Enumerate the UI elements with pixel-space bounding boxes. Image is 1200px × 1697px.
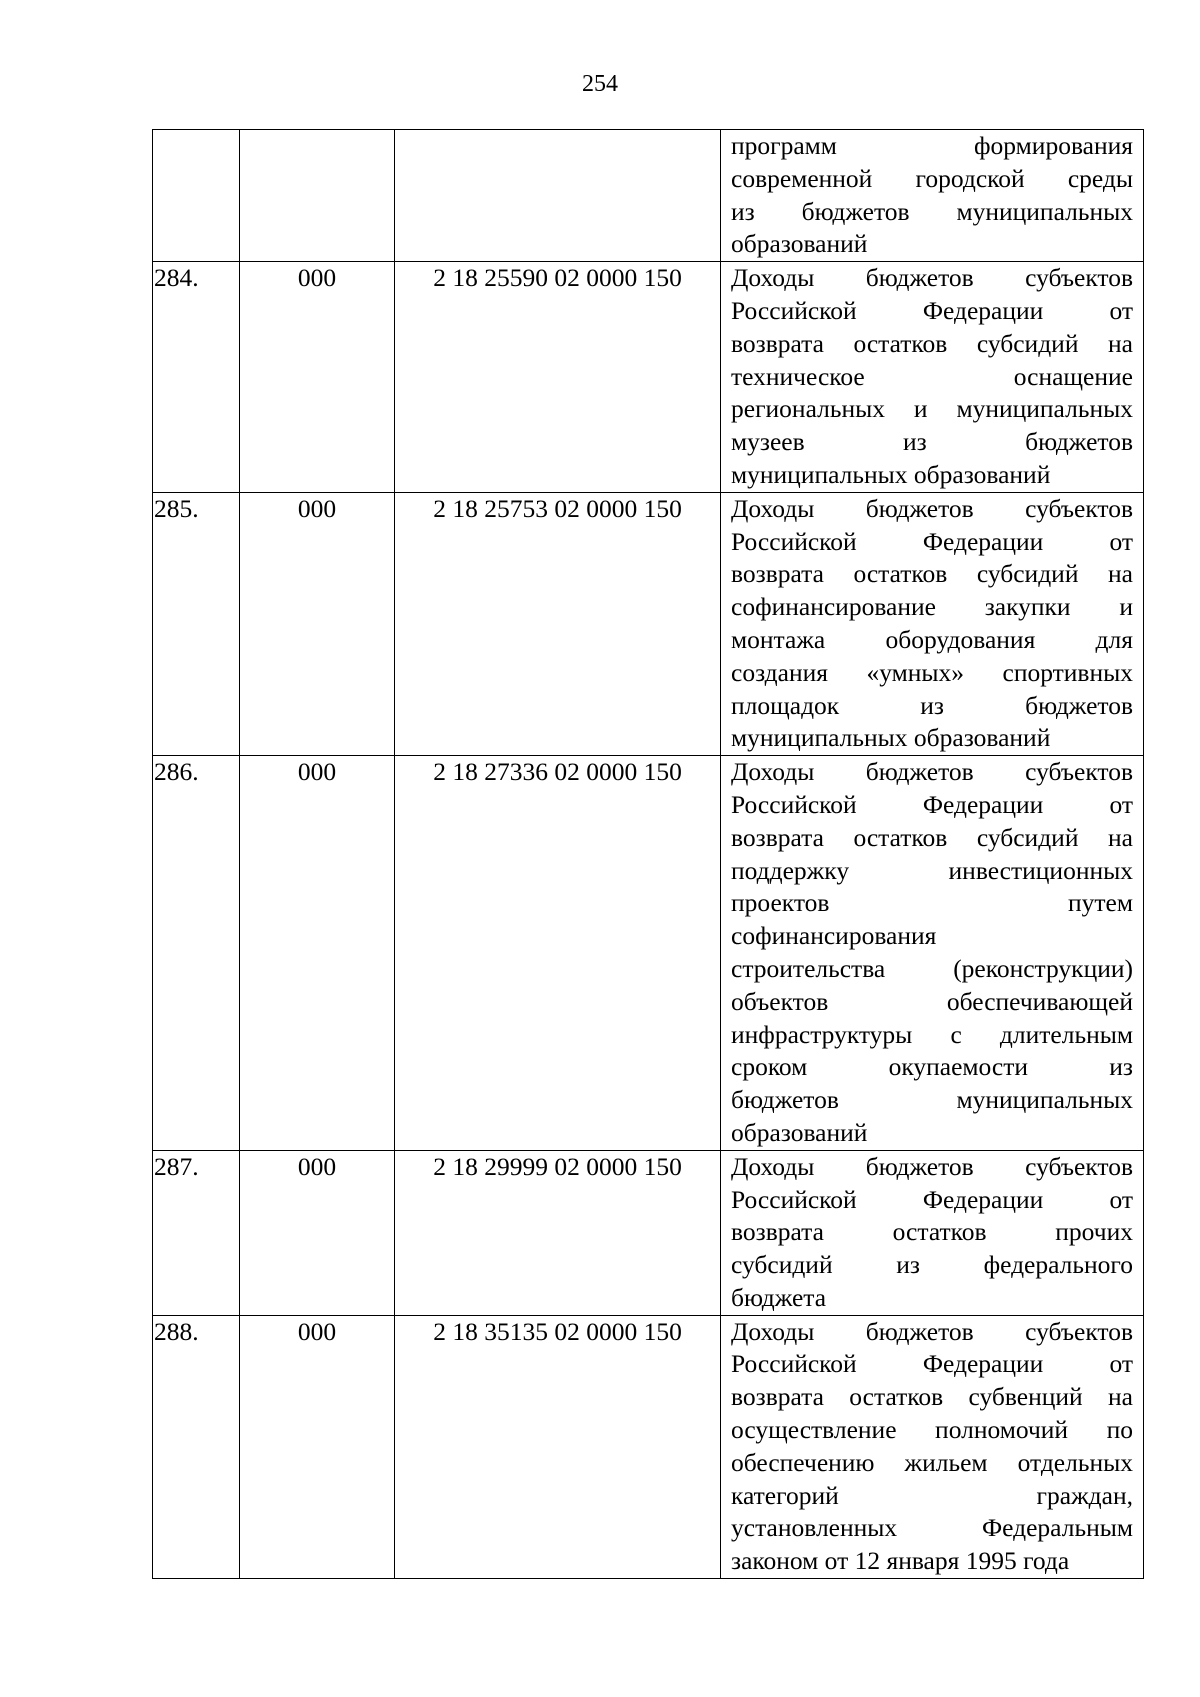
budget-classification-code-cell: 2 18 29999 02 0000 150 — [395, 1150, 721, 1315]
row-number-cell — [153, 130, 240, 262]
row-number-cell: 288. — [153, 1315, 240, 1578]
budget-classification-code-cell: 2 18 25753 02 0000 150 — [395, 492, 721, 755]
income-description-cell — [721, 1315, 1144, 1578]
description-line: возврата остатков субсидий на — [731, 328, 1133, 358]
description-line: площадок из бюджетов — [731, 690, 1133, 720]
description-line: возврата остатков субвенций на — [731, 1382, 1133, 1412]
table-row — [153, 492, 1144, 755]
description-line: возврата остатков субсидий на — [731, 822, 1133, 852]
description-line: софинансирование закупки и — [731, 592, 1133, 622]
description-line: софинансирования — [731, 921, 937, 951]
income-description-cell — [721, 756, 1144, 1151]
administrator-code-cell: 000 — [240, 262, 395, 493]
budget-classification-code-cell — [395, 130, 721, 262]
description-line: из бюджетов муниципальных — [731, 196, 1133, 226]
description-line: осуществление полномочий по — [731, 1415, 1133, 1445]
description-line: поддержку инвестиционных — [731, 855, 1133, 885]
description-line: техническое оснащение — [731, 361, 1133, 391]
administrator-code-cell: 000 — [240, 492, 395, 755]
description-line: Доходы бюджетов субъектов — [731, 1151, 1133, 1181]
description-line: Российской Федерации от — [731, 526, 1133, 556]
description-line: образований — [731, 1117, 868, 1147]
description-line: инфраструктуры с длительным — [731, 1019, 1133, 1049]
description-line: объектов обеспечивающей — [731, 986, 1133, 1016]
description-line: современной городской среды — [731, 163, 1133, 193]
description-line: Доходы бюджетов субъектов — [731, 1316, 1133, 1346]
budget-classification-code-cell: 2 18 25590 02 0000 150 — [395, 262, 721, 493]
description-line: муниципальных образований — [731, 723, 1051, 753]
table-body — [153, 130, 1144, 1579]
budget-codes-table — [152, 129, 1144, 1579]
income-description-cell — [721, 492, 1144, 755]
row-number-cell: 286. — [153, 756, 240, 1151]
description-line: музеев из бюджетов — [731, 427, 1133, 457]
table-row — [153, 262, 1144, 493]
description-line: образований — [731, 229, 868, 259]
table-row — [153, 130, 1144, 262]
administrator-code-cell: 000 — [240, 756, 395, 1151]
income-description-cell — [721, 130, 1144, 262]
table-row — [153, 1315, 1144, 1578]
description-line: строительства (реконструкции) — [731, 953, 1133, 983]
description-line: Российской Федерации от — [731, 789, 1133, 819]
description-line: категорий граждан, — [731, 1480, 1133, 1510]
description-line: Доходы бюджетов субъектов — [731, 757, 1133, 787]
budget-classification-code-cell: 2 18 35135 02 0000 150 — [395, 1315, 721, 1578]
description-line: Российской Федерации от — [731, 295, 1133, 325]
description-line: субсидий из федерального — [731, 1250, 1133, 1280]
description-line: программ формирования — [731, 131, 1133, 160]
description-line: сроком окупаемости из — [731, 1052, 1133, 1082]
description-line: бюджета — [731, 1282, 827, 1312]
description-line: возврата остатков прочих — [731, 1217, 1133, 1247]
description-line: муниципальных образований — [731, 459, 1051, 489]
description-line: проектов путем — [731, 888, 1133, 918]
description-line: возврата остатков субсидий на — [731, 559, 1133, 589]
description-line: региональных и муниципальных — [731, 394, 1133, 424]
budget-classification-code-cell: 2 18 27336 02 0000 150 — [395, 756, 721, 1151]
table-row — [153, 1150, 1144, 1315]
table-row — [153, 756, 1144, 1151]
description-line: создания «умных» спортивных — [731, 657, 1133, 687]
administrator-code-cell — [240, 130, 395, 262]
administrator-code-cell: 000 — [240, 1150, 395, 1315]
description-line: законом от 12 января 1995 года — [731, 1546, 1070, 1576]
row-number-cell: 285. — [153, 492, 240, 755]
row-number-cell: 287. — [153, 1150, 240, 1315]
description-line: Доходы бюджетов субъектов — [731, 263, 1133, 293]
description-line: обеспечению жильем отдельных — [731, 1447, 1133, 1477]
income-description-cell — [721, 262, 1144, 493]
description-line: Доходы бюджетов субъектов — [731, 493, 1133, 523]
description-line: Российской Федерации от — [731, 1184, 1133, 1214]
description-line: установленных Федеральным — [731, 1513, 1133, 1543]
description-line: бюджетов муниципальных — [731, 1085, 1133, 1115]
row-number-cell: 284. — [153, 262, 240, 493]
description-line: монтажа оборудования для — [731, 624, 1133, 654]
description-line: Российской Федерации от — [731, 1349, 1133, 1379]
page-number: 254 — [582, 71, 618, 97]
income-description-cell — [721, 1150, 1144, 1315]
administrator-code-cell: 000 — [240, 1315, 395, 1578]
